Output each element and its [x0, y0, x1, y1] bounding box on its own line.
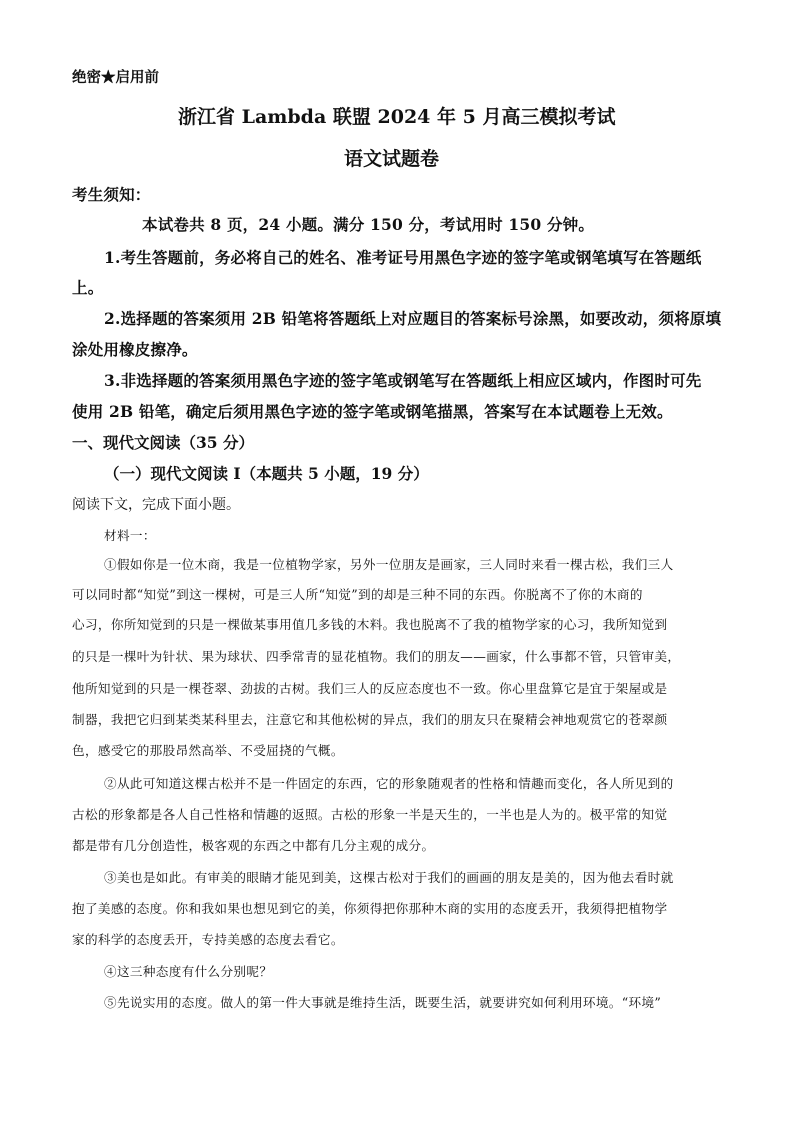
rule-3-line-1: 3.非选择题的答案须用黑色字迹的签字笔或钢笔写在答题纸上相应区域内，作图时可先: [104, 371, 702, 390]
passage-line: 色，感受它的那股昂然高举、不受屈挠的气概。: [72, 743, 344, 758]
passage-line: 他所知觉到的只是一棵苍翠、劲拔的古树。我们三人的反应态度也不一致。你心里盘算它是宜于架屋或是: [72, 681, 668, 696]
passage-line: ⑤先说实用的态度。做人的第一件大事就是维持生活，既要生活，就要讲究如何利用环境。“环境”: [104, 995, 662, 1010]
passage-line: ①假如你是一位木商，我是一位植物学家，另外一位朋友是画家，三人同时来看一棵古松，我们三人: [104, 557, 674, 572]
passage-line: 抱了美感的态度。你和我如果也想见到它的美，你须得把你那种木商的实用的态度丢开，我须得把植物学: [72, 901, 668, 916]
rule-3-line-2: 使用 2B 铅笔，确定后须用黑色字迹的签字笔或钢笔描黑，答案写在本试题卷上无效。: [72, 402, 673, 421]
passage-line: 都是带有几分创造性，极客观的东西之中都有几分主观的成分。: [72, 838, 435, 853]
passage-line: ④这三种态度有什么分别呢？: [104, 964, 273, 979]
confidential-label: 绝密★启用前: [72, 69, 159, 86]
passage-line: ②从此可知道这棵古松并不是一件固定的东西，它的形象随观者的性格和情趣而变化，各人所见到的: [104, 776, 674, 791]
rule-2-line-2: 涂处用橡皮擦净。: [72, 340, 198, 359]
rule-2-line-1: 2.选择题的答案须用 2B 铅笔将答题纸上对应题目的答案标号涂黑，如要改动，须将原填: [104, 309, 722, 328]
rule-1-line-1: 1.考生答题前，务必将自己的姓名、准考证号用黑色字迹的签字笔或钢笔填写在答题纸: [104, 248, 702, 267]
material-label: 材料一：: [104, 528, 156, 543]
exam-title: 浙江省 Lambda 联盟 2024 年 5 月高三模拟考试: [178, 106, 616, 128]
rule-1-line-2: 上。: [72, 278, 104, 297]
exam-subtitle: 语文试题卷: [344, 148, 440, 170]
passage-line: 家的科学的态度丢开，专持美感的态度去看它。: [72, 932, 344, 947]
part-heading: 一、现代文阅读（35 分）: [72, 433, 254, 452]
passage-line: 制器，我把它归到某类某科里去，注意它和其他松树的异点，我们的朋友只在聚精会神地观赏它的苍翠颜: [72, 712, 668, 727]
passage-line: ③美也是如此。有审美的眼睛才能见到美，这棵古松对于我们的画画的朋友是美的，因为他去看时就: [104, 870, 674, 885]
passage-line: 的只是一棵叶为针状、果为球状、四季常青的显花植物。我们的朋友——画家，什么事都不管，只管审美，: [72, 649, 681, 664]
notice-summary: 本试卷共 8 页，24 小题。满分 150 分，考试用时 150 分钟。: [142, 215, 595, 234]
sub-heading: （一）现代文阅读 I（本题共 5 小题，19 分）: [104, 464, 429, 483]
notice-heading: 考生须知：: [72, 185, 151, 204]
passage-line: 心习，你所知觉到的只是一棵做某事用值几多钱的木料。我也脱离不了我的植物学家的心习，我所知觉到: [72, 617, 668, 632]
passage-line: 可以同时都“知觉”到这一棵树，可是三人所“知觉”到的却是三种不同的东西。你脱离不了你的木商的: [72, 587, 643, 602]
reading-instruction: 阅读下文，完成下面小题。: [72, 496, 240, 512]
passage-line: 古松的形象都是各人自己性格和情趣的返照。古松的形象一半是天生的，一半也是人为的。极平常的知觉: [72, 807, 668, 822]
